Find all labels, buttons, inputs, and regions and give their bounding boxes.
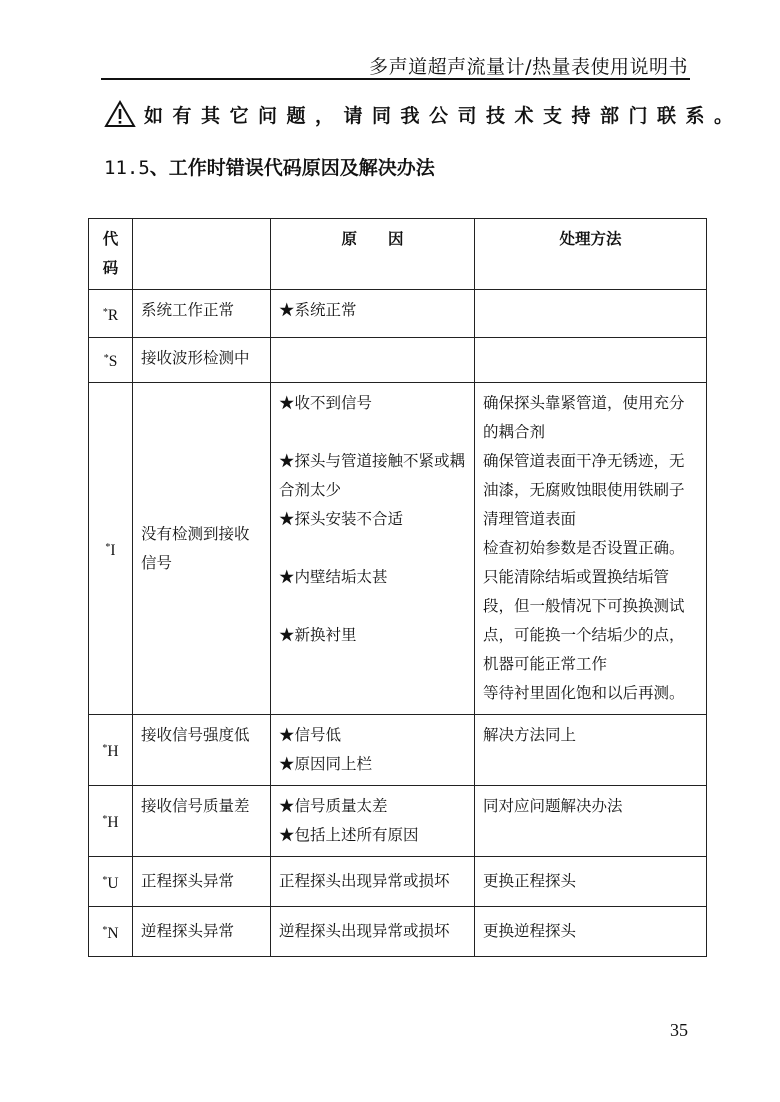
section-heading xyxy=(104,153,435,180)
cause-cell: 逆程探头出现异常或损坏 xyxy=(271,907,475,957)
code-cell: *H xyxy=(89,786,133,857)
code-cell: *U xyxy=(89,857,133,907)
header-rule xyxy=(101,78,690,80)
cause-cell: ★信号质量太差 ★包括上述所有原因 xyxy=(271,786,475,857)
warning-text: 如有其它问题，请同我公司技术支持部门联系。 xyxy=(144,104,743,127)
description-cell: 接收信号质量差 xyxy=(133,786,271,857)
header-solution: 处理方法 xyxy=(475,219,707,290)
table-header-row xyxy=(89,219,707,290)
description-cell: 接收信号强度低 xyxy=(133,715,271,786)
description-cell: 没有检测到接收信号 xyxy=(133,383,271,715)
description-cell: 接收波形检测中 xyxy=(133,338,271,383)
description-cell: 逆程探头异常 xyxy=(133,907,271,957)
solution-cell: 同对应问题解决办法 xyxy=(475,786,707,857)
cause-cell: ★收不到信号 ★探头与管道接触不紧或耦合剂太少 ★探头安装不合适 ★内壁结垢太甚 ★新换衬里 xyxy=(271,383,475,715)
document-header-title: 多声道超声流量计/热量表使用说明书 xyxy=(369,56,688,78)
table-row xyxy=(89,338,707,383)
section-title: 、工作时错误代码原因及解决办法 xyxy=(149,157,435,179)
code-cell: *R xyxy=(89,290,133,338)
cause-cell: 正程探头出现异常或损坏 xyxy=(271,857,475,907)
code-cell: *S xyxy=(89,338,133,383)
solution-cell xyxy=(475,338,707,383)
solution-cell xyxy=(475,290,707,338)
warning-triangle-icon xyxy=(104,100,136,128)
page-number: 35 xyxy=(670,1020,688,1040)
table-row xyxy=(89,290,707,338)
solution-cell: 确保探头靠紧管道，使用充分的耦合剂 确保管道表面干净无锈迹，无油漆，无腐败蚀眼使用铁刷子清理管道表面 检查初始参数是否设置正确。 只能清除结垢或置换结垢管段，但一般情况下可换换测试点，可能换一个结垢少的点，机器可能正常工作 等待衬里固化饱和以后再测。 xyxy=(475,383,707,715)
header-code: 代码 xyxy=(89,219,133,290)
section-number: 11.5 xyxy=(104,157,150,179)
description-cell: 正程探头异常 xyxy=(133,857,271,907)
table-row xyxy=(89,907,707,957)
code-cell: *H xyxy=(89,715,133,786)
header-cause: 原 因 xyxy=(271,219,475,290)
code-cell: *N xyxy=(89,907,133,957)
cause-cell: ★信号低 ★原因同上栏 xyxy=(271,715,475,786)
header-description xyxy=(133,219,271,290)
table-row xyxy=(89,383,707,715)
solution-cell: 更换逆程探头 xyxy=(475,907,707,957)
solution-cell: 解决方法同上 xyxy=(475,715,707,786)
description-cell: 系统工作正常 xyxy=(133,290,271,338)
table-row xyxy=(89,715,707,786)
solution-cell: 更换正程探头 xyxy=(475,857,707,907)
cause-cell: ★系统正常 xyxy=(271,290,475,338)
cause-cell xyxy=(271,338,475,383)
error-code-table xyxy=(88,218,707,957)
warning-notice xyxy=(104,100,743,128)
code-cell: *I xyxy=(89,383,133,715)
table-row xyxy=(89,857,707,907)
table-row xyxy=(89,786,707,857)
